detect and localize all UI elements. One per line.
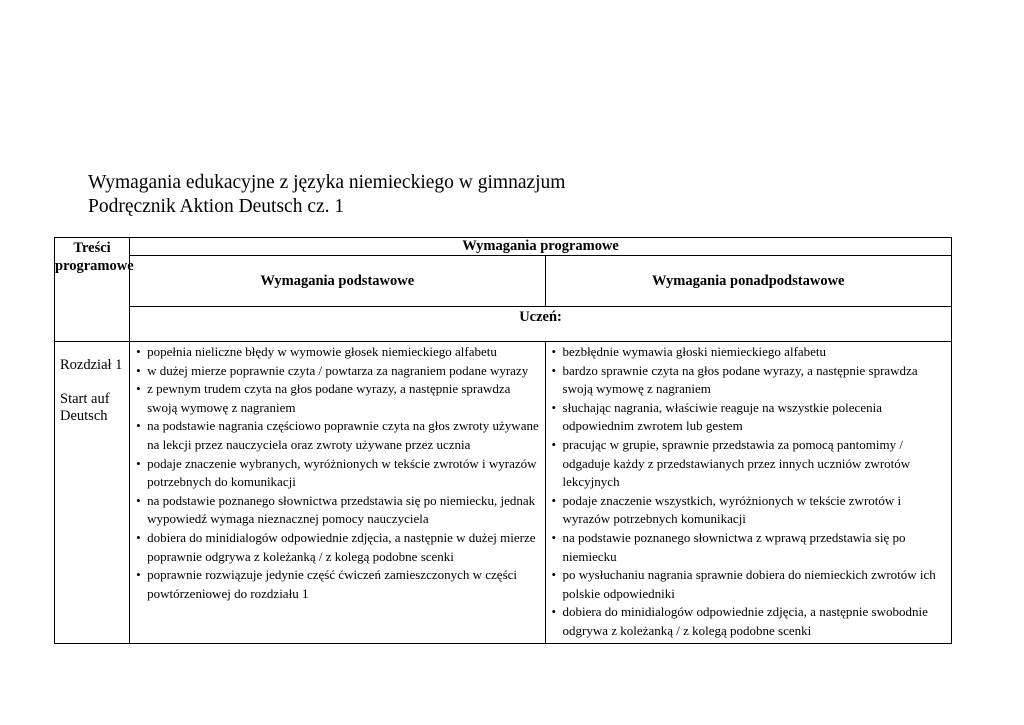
list-item: • pracując w grupie, sprawnie przedstawia za pomocą pantomimy / odgaduje każdy z przedstawianych przez innych uczniów zwrotów lekcyjnych bbox=[552, 436, 947, 492]
advanced-requirements-cell bbox=[545, 342, 951, 644]
list-item: • bezbłędnie wymawia głoski niemieckiego alfabetu bbox=[552, 343, 947, 362]
chapter-title: Start auf Deutsch bbox=[60, 391, 110, 424]
basic-requirements-cell bbox=[130, 342, 545, 644]
list-item: • na podstawie poznanego słownictwa przedstawia się po niemiecku, jednak wypowiedź wymaga nieznacznej pomocy nauczyciela bbox=[136, 492, 540, 529]
list-item: • podaje znaczenie wybranych, wyróżnionych w tekście zwrotów i wyrazów potrzebnych do komunikacji bbox=[136, 455, 540, 492]
list-item: • dobiera do minidialogów odpowiednie zdjęcia, a następnie w dużej mierze poprawnie odgrywa z koleżanką / z kolegą podobne scenki bbox=[136, 529, 540, 566]
list-item: • na podstawie nagrania częściowo poprawnie czyta na głos zwroty używane na lekcji przez nauczyciela oraz zwroty używane przez ucznia bbox=[136, 417, 540, 454]
document-title bbox=[88, 171, 565, 219]
chapter-label: Rozdział 1 bbox=[60, 357, 123, 373]
list-item: • po wysłuchaniu nagrania sprawnie dobiera do niemieckich zwrotów ich polskie odpowiedniki bbox=[552, 566, 947, 603]
list-item: • z pewnym trudem czyta na głos podane wyrazy, a następnie sprawdza swoją wymowę z nagraniem bbox=[136, 380, 540, 417]
list-item: • podaje znaczenie wszystkich, wyróżnionych w tekście zwrotów i wyrazów potrzebnych komunikacji bbox=[552, 492, 947, 529]
list-item: • bardzo sprawnie czyta na głos podane wyrazy, a następnie sprawdza swoją wymowę z nagraniem bbox=[552, 362, 947, 399]
list-item: • dobiera do minidialogów odpowiednie zdjęcia, a następnie swobodnie odgrywa z koleżanką / z kolegą podobne scenki bbox=[552, 603, 947, 640]
chapter-cell bbox=[55, 342, 130, 644]
list-item: • popełnia nieliczne błędy w wymowie głosek niemieckiego alfabetu bbox=[136, 343, 540, 362]
list-item: • na podstawie poznanego słownictwa z wprawą przedstawia się po niemiecku bbox=[552, 529, 947, 566]
requirements-table bbox=[54, 237, 952, 644]
header-wymagania-podstawowe: Wymagania podstawowe bbox=[130, 256, 545, 307]
header-uczen: Uczeń: bbox=[130, 307, 952, 342]
basic-requirements-list bbox=[130, 342, 544, 605]
title-line-1: Wymagania edukacyjne z języka niemieckiego w gimnazjum bbox=[88, 172, 566, 193]
list-item: • poprawnie rozwiązuje jedynie część ćwiczeń zamieszczonych w części powtórzeniowej do rozdziału 1 bbox=[136, 566, 540, 603]
header-tresci-programowe: Treści programowe bbox=[55, 238, 130, 342]
advanced-requirements-list bbox=[546, 342, 951, 643]
list-item: • w dużej mierze poprawnie czyta / powtarza za nagraniem podane wyrazy bbox=[136, 362, 540, 381]
list-item: • słuchając nagrania, właściwie reaguje na wszystkie polecenia odpowiednim zwrotem lub gestem bbox=[552, 399, 947, 436]
header-wymagania-programowe: Wymagania programowe bbox=[130, 238, 952, 256]
header-wymagania-ponadpodstawowe: Wymagania ponadpodstawowe bbox=[545, 256, 951, 307]
title-line-2: Podręcznik Aktion Deutsch cz. 1 bbox=[88, 196, 345, 217]
